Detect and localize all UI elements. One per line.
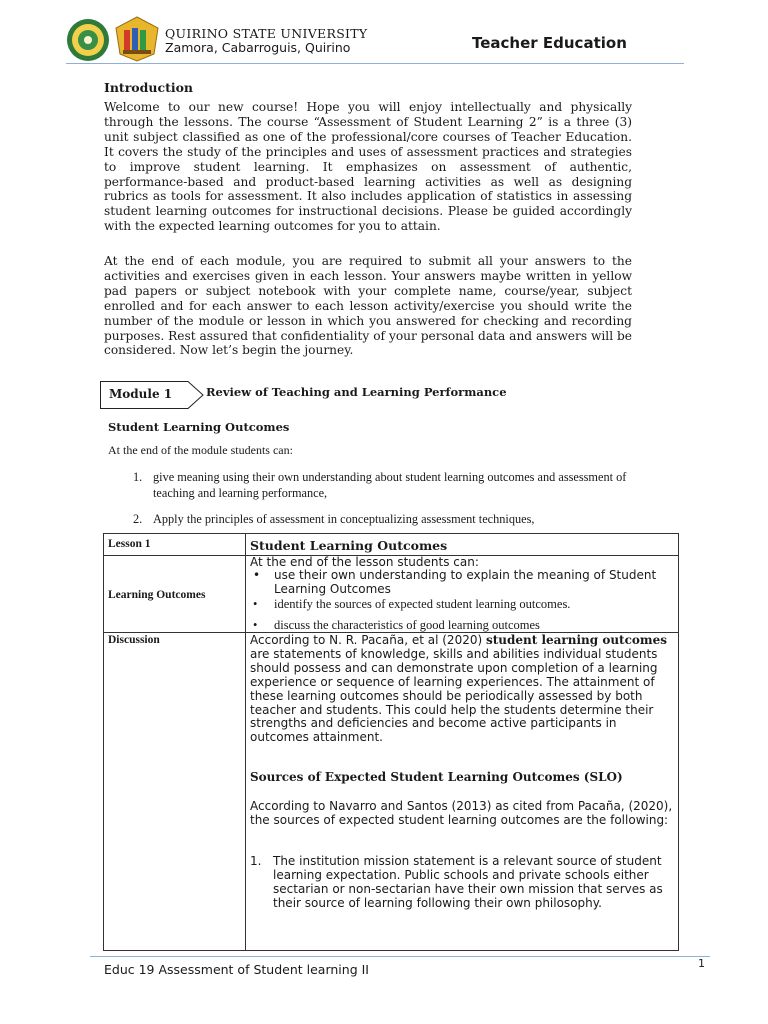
header-divider bbox=[66, 63, 684, 64]
discussion-post: are statements of knowledge, skills and abilities individual students should possess and can demonstrate upon completion of a learning experience or sequence of learning experiences. The attainment of these learning outcomes should be periodically assessed by both teacher and students. This could help the students determine their strengths and deficiencies and become active participants in outcomes attainment. bbox=[250, 646, 658, 745]
university-name: QUIRINO STATE UNIVERSITY bbox=[165, 26, 368, 41]
slo-intro: At the end of the module students can: bbox=[108, 443, 293, 457]
department-title: Teacher Education bbox=[472, 34, 627, 52]
slo-heading: Student Learning Outcomes bbox=[108, 420, 290, 434]
page-number: 1 bbox=[698, 957, 705, 970]
learning-outcomes-intro: At the end of the lesson students can: bbox=[250, 555, 479, 569]
outcome-text: discuss the characteristics of good learning outcomes bbox=[274, 618, 540, 632]
discussion-paragraph bbox=[250, 634, 675, 745]
learning-outcomes-label: Learning Outcomes bbox=[108, 589, 206, 601]
introduction-paragraph-1: Welcome to our new course! Hope you will enjoy intellectually and physically through the lessons. The course “Assessment of Student Learning 2” is a three (3) unit subject classified as one of the professional/core courses of Teacher Education. It covers the study of the principles and uses of assessment practices and strategies to improve student learning. It emphasizes on assessment of authentic, performance-based and product-based learning activities as well as designing rubrics as tools for assessment. It also includes application of statistics in assessing student learning outcomes for instructional decisions. Please be guided accordingly with the expected learning outcomes for you to attain. bbox=[104, 100, 632, 234]
sources-intro: According to Navarro and Santos (2013) as cited from Pacaña, (2020), the sources of expected student learning outcomes are the following: bbox=[250, 799, 673, 827]
bullet-icon: • bbox=[253, 597, 258, 611]
objective-number: 1. bbox=[133, 470, 143, 484]
table-column-divider bbox=[245, 533, 246, 951]
lesson-title: Student Learning Outcomes bbox=[250, 538, 448, 553]
source-number: 1. bbox=[250, 854, 262, 868]
module-label: Module 1 bbox=[109, 387, 173, 401]
college-emblem-logo bbox=[114, 16, 160, 62]
bullet-icon: • bbox=[253, 618, 258, 632]
outcome-text: use their own understanding to explain the meaning of Student Learning Outcomes bbox=[274, 568, 657, 596]
source-text: The institution mission statement is a relevant source of student learning expectation. Public schools and private schools either sectarian or non-sectarian have their own mission that serves as their source of learning following their own philosophy. bbox=[273, 854, 663, 910]
outcome-text: identify the sources of expected student learning outcomes. bbox=[274, 597, 571, 611]
lesson-label: Lesson 1 bbox=[108, 538, 151, 550]
introduction-heading: Introduction bbox=[104, 80, 194, 95]
bullet-icon: • bbox=[253, 568, 261, 582]
university-address: Zamora, Cabarroguis, Quirino bbox=[165, 40, 351, 55]
module-title: Review of Teaching and Learning Performance bbox=[206, 385, 507, 399]
discussion-label: Discussion bbox=[108, 634, 160, 646]
objective-number: 2. bbox=[133, 512, 143, 526]
footer-course: Educ 19 Assessment of Student learning II bbox=[104, 962, 369, 977]
university-seal-logo bbox=[66, 18, 110, 62]
introduction-paragraph-2: At the end of each module, you are required to submit all your answers to the activities and exercises given in each lesson. Your answers maybe written in yellow pad papers or subject notebook with your complete name, course/year, subject enrolled and for each answer to each lesson activity/exercise you should write the number of the module or lesson in which you answered for checking and recording purposes. Rest assured that confidentiality of your personal data and answers will be considered. Now let’s begin the journey. bbox=[104, 254, 632, 358]
sources-heading: Sources of Expected Student Learning Outcomes (SLO) bbox=[250, 770, 623, 784]
discussion-term: student learning outcomes bbox=[485, 633, 667, 647]
discussion-pre: According to N. R. Pacaña, et al (2020) bbox=[250, 633, 486, 647]
objective-text: Apply the principles of assessment in conceptualizing assessment techniques, bbox=[153, 512, 535, 526]
objective-text: give meaning using their own understanding about student learning outcomes and assessment of teaching and learning performance, bbox=[153, 470, 627, 500]
footer-divider bbox=[90, 956, 710, 957]
